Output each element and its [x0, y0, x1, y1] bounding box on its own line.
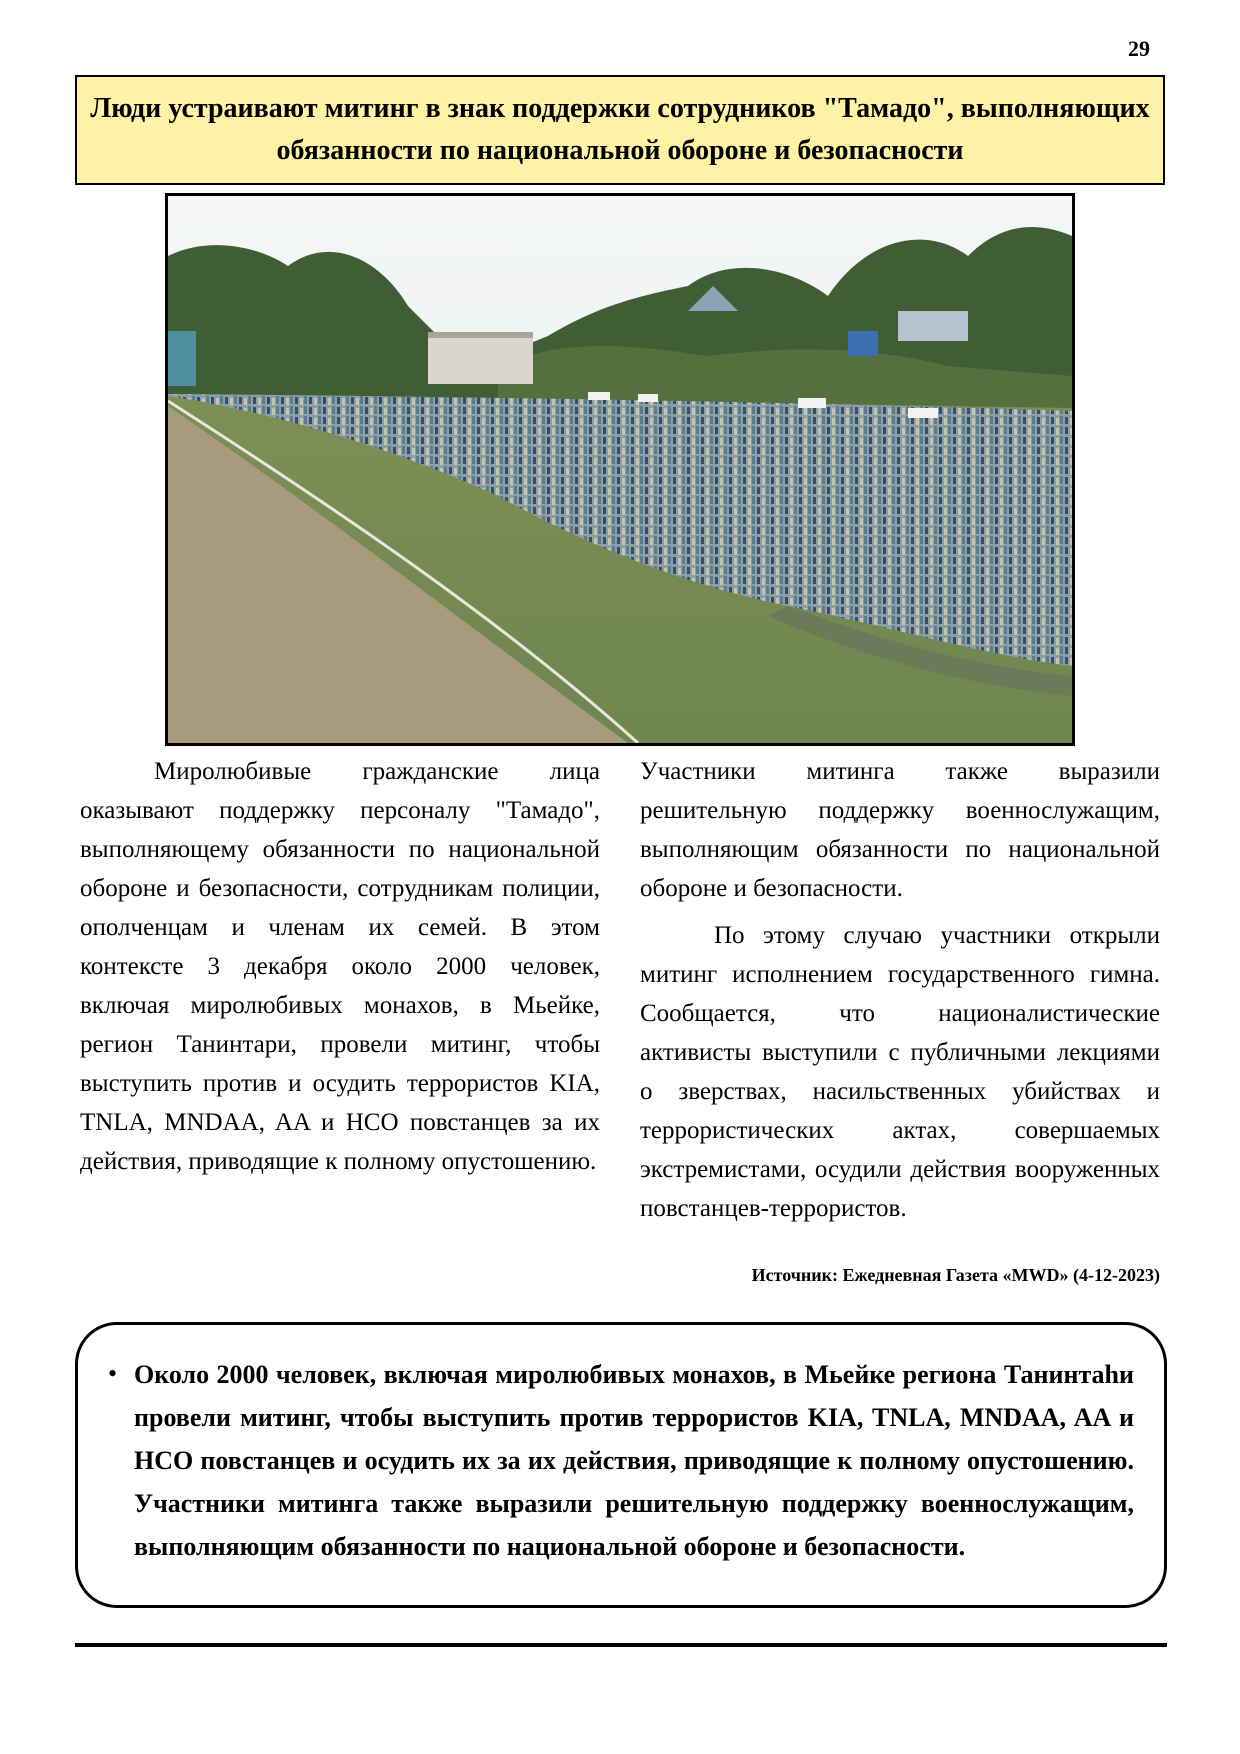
- title-box: [75, 75, 1165, 185]
- rally-photo: [165, 193, 1075, 746]
- source-citation: Источник: Ежедневная Газета «MWD» (4-12-2023): [751, 1265, 1160, 1285]
- article-column-left: [80, 752, 600, 1181]
- page-number: 29: [1128, 36, 1150, 61]
- summary-box: [75, 1322, 1167, 1608]
- article-paragraph-1: Миролюбивые гражданские лица оказывают поддержку персоналу "Тамадо", выполняющему обязанности по национальной обороне и безопасности, сотрудникам полиции, ополченцам и членам их семей. В этом контексте 3 декабря около 2000 человек, включая миролюбивых монахов, в Мьейке, регион Танинтари, провели митинг, чтобы выступить против и осудить террористов KIA, TNLA, MNDAA, AA и НСО повстанцев за их действия, приводящие к полному опустошению.: [80, 758, 600, 1175]
- summary-text: Около 2000 человек, включая миролюбивых монахов, в Мьейке региона Танинтаһи провели митинг, чтобы выступить против террористов KIA, TNLA, MNDAA, AA и НСО повстанцев и осудить их за их действия, приводящие к полному опустошению. Участники митинга также выразили решительную поддержку военнослужащим, выполняющим обязанности по национальной обороне и безопасности.: [134, 1360, 1134, 1561]
- article-column-right: [640, 752, 1160, 1228]
- bullet-marker: •: [108, 1359, 118, 1388]
- article-paragraph-1-continued: Участники митинга также выразили решительную поддержку военнослужащим, выполняющим обязанности по национальной обороне и безопасности.: [640, 758, 1160, 902]
- bottom-divider: [75, 1643, 1167, 1647]
- page-title: Люди устраивают митинг в знак поддержки сотрудников "Тамадо", выполняющих обязанности по национальной обороне и безопасности: [90, 93, 1150, 166]
- article-paragraph-2: По этому случаю участники открыли митинг исполнением государственного гимна. Сообщается, что националистические активисты выступили с публичными лекциями о зверствах, насильственных убийствах и террористических актах, совершаемых экстремистами, осудили действия вооруженных повстанцев-террористов.: [640, 922, 1160, 1222]
